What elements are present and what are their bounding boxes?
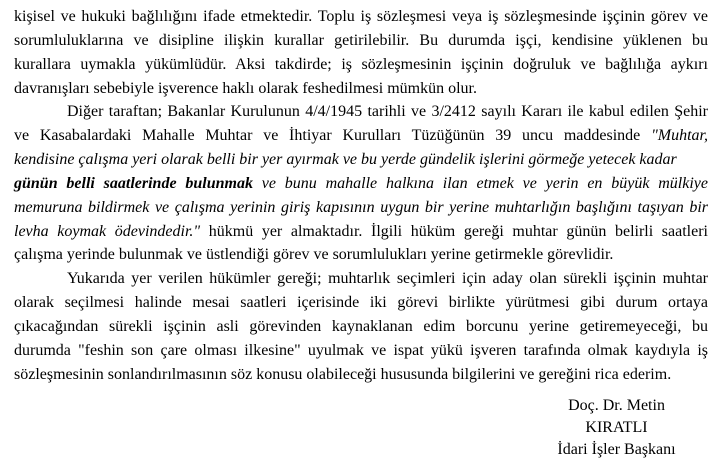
paragraph-2	[14, 100, 708, 267]
quote-italic: levha koymak ödevindedir."	[14, 222, 201, 240]
text-line: kişisel ve hukuki bağlılığını ifade etmektedir. Toplu iş sözleşmesi veya iş sözleşmesinde işçinin görev ve	[14, 8, 708, 25]
document-body	[14, 5, 708, 387]
paragraph-3	[14, 267, 708, 386]
quote-emphasis: günün belli saatlerinde bulunmak	[14, 174, 253, 192]
text-line: olarak seçilmesi halinde mesai saatleri içerisinde iki görevi birlikte yürütmesi gibi durum ortaya	[14, 294, 708, 312]
paragraph-1	[14, 5, 708, 100]
text-line: davranışları sebebiyle işverence haklı olarak feshedilmesi mümkün olur.	[14, 79, 477, 97]
text-line: Yukarıda yer verilen hükümler gereği; muhtarlık seçimleri için aday olan sürekli işçinin muhtar	[67, 270, 708, 288]
quote-italic: ve bunu mahalle halkına ilan etmek ve yerin en büyük mülkiye	[261, 174, 708, 192]
text-line	[14, 220, 708, 244]
signatory-title: İdari İşler Başkanı	[557, 441, 676, 458]
text-line: kurallara uymakla yükümlüdür. Aksi takdirde; iş sözleşmesinin işçinin doğruluk ve bağlılığa aykırı	[14, 55, 708, 73]
quote-italic: memuruna bildirmek ve çalışma yerinin giriş kapısının uygun bir yerine muhtarlığın başlığını taşıyan bir	[14, 198, 708, 216]
quote-italic: "Muhtar,	[651, 127, 709, 145]
text-line: sorumluluklarına ve disipline ilişkin kurallar getirilebilir. Bu durumda işçi, kendisine yüklenen bu	[14, 31, 708, 49]
text-line: Diğer taraftan; Bakanlar Kurulunun 4/4/1945 tarihli ve 3/2412 sayılı Kararı ile kabul edilen Şehir	[67, 103, 708, 121]
text-line	[14, 196, 708, 220]
text-line	[14, 124, 708, 148]
quote-italic: kendisine çalışma yeri olarak belli bir yer ayırmak ve bu yerde gündelik işlerini görmeğe yetecek kadar	[14, 151, 677, 169]
text-line: durumda "feshin son çare olması ilkesine" uyulmak ve ispat yükü işveren tarafında olmak kaydıyla iş	[14, 341, 708, 359]
text-line: çalışma yerinde bulunmak ve üstlendiği görev ve sorumlulukları yerine getirmekle görevlidir.	[14, 246, 614, 264]
text-line	[14, 148, 708, 172]
text-line: sözleşmesinin sonlandırılmasının söz konusu olabileceği hususunda bilgilerini ve gereğini rica ederim.	[14, 365, 672, 383]
text-line	[14, 172, 708, 196]
text-normal: hükmü yer almaktadır. İlgili hüküm gereği muhtar günün belirli saatleri	[208, 222, 709, 240]
signatory-name: Doç. Dr. Metin KIRATLI	[568, 397, 665, 436]
text-normal: ve Kasabalardaki Mahalle Muhtar ve İhtiyar Kurulları Tüzüğünün 39 uncu maddesinde	[14, 127, 641, 145]
text-line: çıkacağından sürekli işçinin asli görevinden kaynaklanan edim borcunu yerine getiremeyeceği, bu	[14, 317, 708, 335]
signature-block	[535, 395, 698, 461]
